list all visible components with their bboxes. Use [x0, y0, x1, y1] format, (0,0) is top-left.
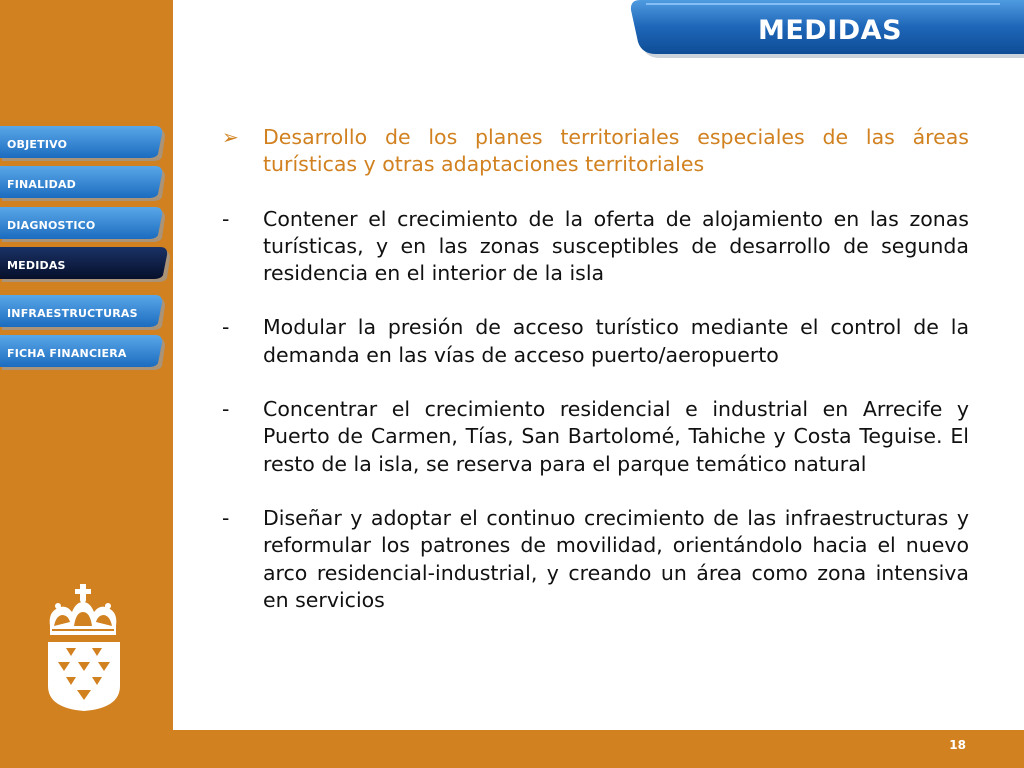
nav-finalidad-label: FINALIDAD: [7, 178, 77, 191]
dash-bullet: -: [222, 505, 230, 530]
dash-bullet: -: [222, 315, 230, 340]
nav-medidas-label: MEDIDAS: [7, 259, 66, 272]
list-item-text: Diseñar y adoptar el continuo crecimiento de las infraestructuras y reformular los patrones de movilidad, orientándolo hacia el nuevo arco residencial-industrial, y creando un área como zona intensiva en servicios: [263, 505, 969, 612]
list-item-text: Contener el crecimiento de la oferta de alojamiento en las zonas turísticas, y en las zonas susceptibles de desarrollo de segunda residencia en el interior de la isla: [263, 206, 969, 286]
nav-infraestructuras-label: INFRAESTRUCTURAS: [7, 307, 138, 320]
list-item-text: Concentrar el crecimiento residencial e industrial en Arrecife y Puerto de Carmen, Tías, San Bartolomé, Tahiche y Costa Teguise. El resto de la isla, se reserva para el parque temático natural: [263, 397, 969, 476]
list-item: [222, 396, 969, 478]
page-title: MEDIDAS: [757, 15, 903, 46]
nav-medidas-button[interactable]: [0, 247, 170, 283]
list-item: [222, 505, 969, 614]
canarias-crown-shield-icon: [44, 582, 124, 716]
nav-objetivo-label: OBJETIVO: [7, 138, 68, 151]
nav-finalidad-button[interactable]: [0, 166, 170, 202]
page-number: 18: [949, 738, 966, 752]
section-heading: [222, 124, 969, 179]
dash-bullet: -: [222, 206, 230, 231]
list-item-text: Modular la presión de acceso turístico mediante el control de la demanda en las vías de acceso puerto/aeropuerto: [263, 315, 969, 367]
list-item: [222, 314, 969, 369]
content-body: [222, 124, 969, 641]
arrow-bullet-icon: ➢: [222, 125, 239, 149]
dash-bullet: -: [222, 397, 230, 422]
nav-ficha-financiera-button[interactable]: [0, 335, 170, 371]
nav-infraestructuras-button[interactable]: [0, 295, 170, 331]
nav-ficha-financiera-label: FICHA FINANCIERA: [7, 347, 127, 360]
nav-diagnostico-label: DIAGNOSTICO: [7, 219, 96, 232]
footer-bar: [0, 730, 1024, 768]
list-item: [222, 206, 969, 288]
nav-diagnostico-button[interactable]: [0, 207, 170, 243]
section-heading-text: Desarrollo de los planes territoriales especiales de las áreas turísticas y otras adaptaciones territoriales: [263, 125, 969, 177]
nav-objetivo-button[interactable]: [0, 126, 170, 162]
